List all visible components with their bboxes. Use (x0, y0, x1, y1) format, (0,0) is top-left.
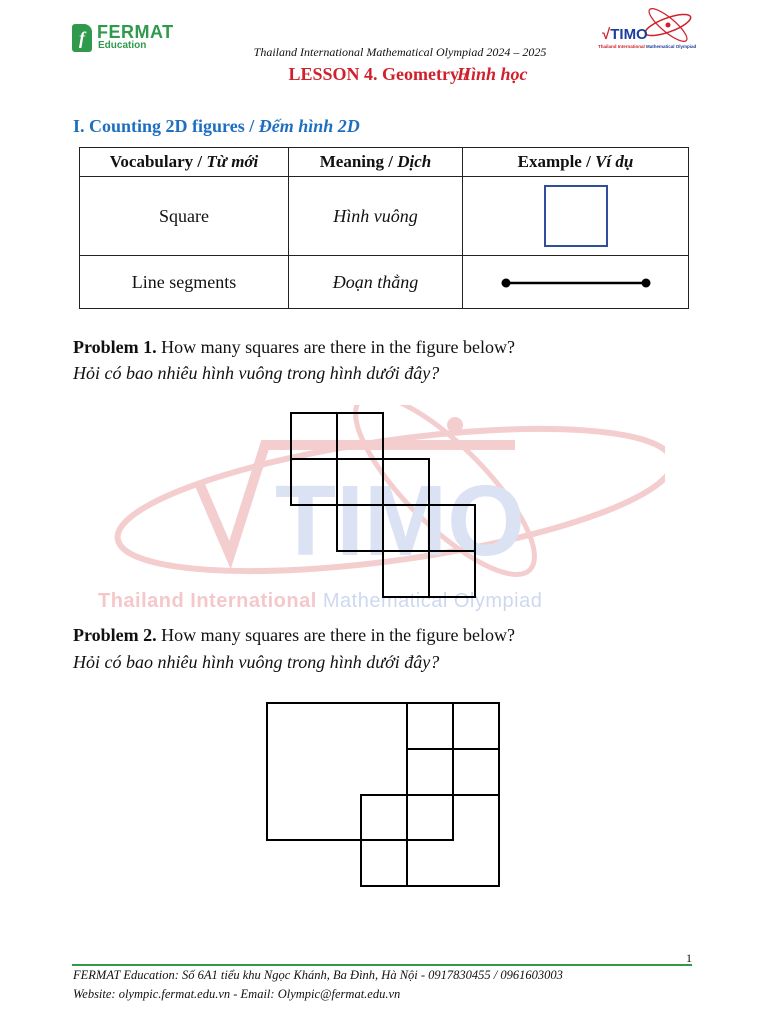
vocabulary-meaning: Đoạn thẳng (289, 256, 463, 309)
table-header-vocabulary: Vocabulary / Từ mới (80, 148, 289, 177)
atom-icon (640, 8, 696, 42)
vocabulary-meaning: Hình vuông (289, 177, 463, 256)
problem-2-question-vn: Hỏi có bao nhiêu hình vuông trong hình dưới đây? (73, 652, 440, 672)
footer-contact: Website: olympic.fermat.edu.vn - Email: Olympic@fermat.edu.vn (73, 987, 401, 1001)
problem-2-question: Problem 2. How many squares are there in the figure below? (73, 625, 516, 645)
example-cell (463, 256, 689, 309)
section-heading: I. Counting 2D figures / Đếm hình 2D (73, 116, 360, 136)
vocabulary-table (79, 147, 689, 309)
footer-divider (72, 964, 692, 966)
vocabulary-word: Line segments (80, 256, 289, 309)
table-header-example: Example / Ví dụ (463, 148, 689, 177)
table-row (80, 177, 689, 256)
timo-logo: √TIMO Thailand International Mathematical Olympiad (596, 8, 696, 58)
table-header-row (80, 148, 689, 177)
line-segment-icon (501, 277, 651, 289)
document-header-title: Thailand International Mathematical Olympiad 2024 – 2025 (253, 45, 547, 59)
fermat-logo: f FERMAT Education (72, 22, 172, 56)
page-number: 1 (686, 951, 692, 965)
problem-1-question-vn: Hỏi có bao nhiêu hình vuông trong hình dưới đây? (73, 363, 440, 383)
fermat-mark-icon: f (72, 24, 92, 52)
vocabulary-word: Square (80, 177, 289, 256)
lesson-title: LESSON 4. Geometry / Hình học (288, 64, 528, 84)
problem-2-figure (266, 702, 502, 888)
footer-address: FERMAT Education: Số 6A1 tiểu khu Ngọc Khánh, Ba Đình, Hà Nội - 0917830455 / 0961603003 (73, 968, 563, 982)
square-icon (544, 185, 608, 247)
problem-1-figure (290, 412, 480, 598)
table-row (80, 256, 689, 309)
watermark-text: Thailand International Mathematical Olympiad (98, 590, 543, 612)
example-cell (463, 177, 689, 256)
table-header-meaning: Meaning / Dịch (289, 148, 463, 177)
problem-1-question: Problem 1. How many squares are there in the figure below? (73, 337, 516, 357)
svg-text:TIMO: TIMO (275, 465, 525, 577)
